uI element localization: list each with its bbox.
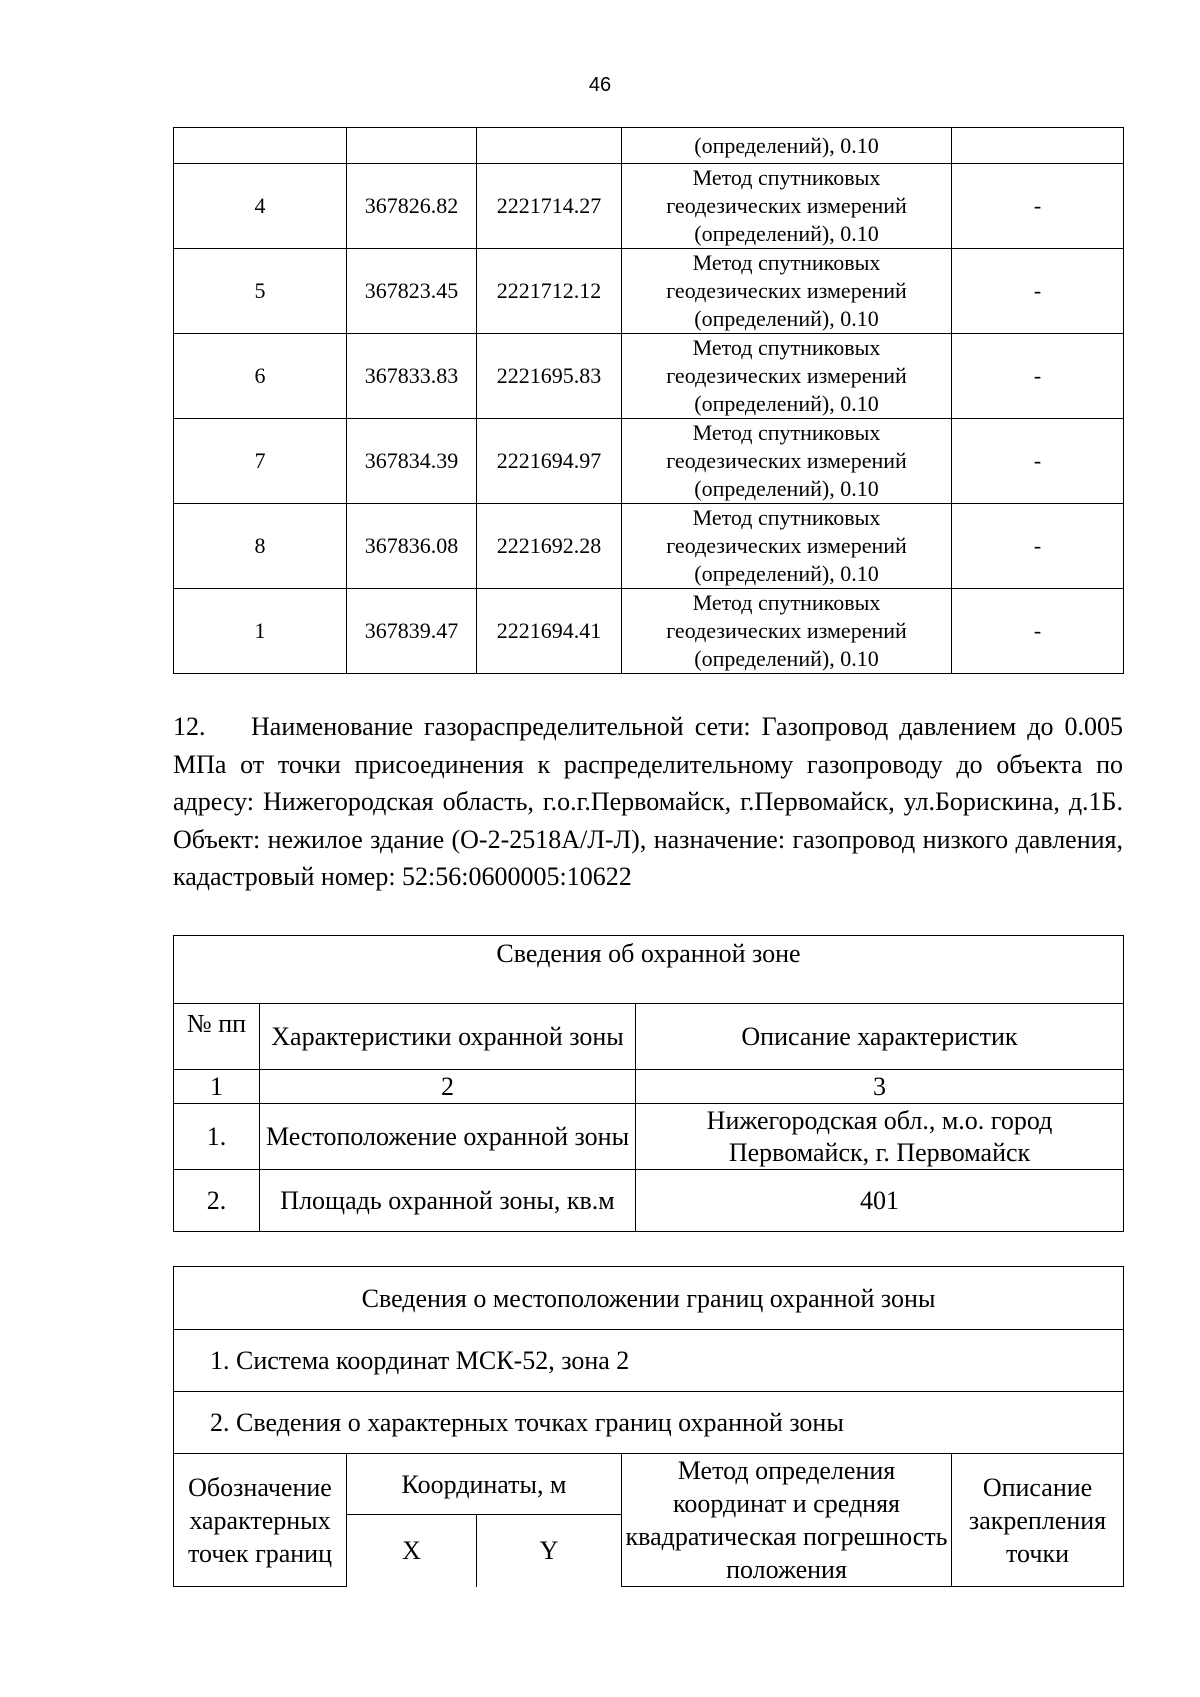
method-line: (определений), 0.10 [694, 221, 879, 246]
method-line: (определений), 0.10 [694, 561, 879, 586]
fixing-cell: - [952, 419, 1124, 504]
row-number: 2. [174, 1170, 260, 1232]
y-cell: 2221692.28 [477, 504, 622, 589]
method-cell [622, 164, 952, 249]
method-line: геодезических измерений [666, 618, 907, 643]
header-characteristics: Характеристики охранной зоны [260, 1004, 636, 1070]
row-value: Нижегородская обл., м.о. город Первомайск, г. Первомайск [636, 1104, 1124, 1170]
coordinates-table [173, 127, 1124, 674]
point-cell: 8 [174, 504, 347, 589]
method-line: Метод спутниковых [692, 590, 881, 615]
y-cell: 2221694.41 [477, 589, 622, 674]
method-line: Метод спутниковых [692, 505, 881, 530]
header-coordinates: Координаты, м [347, 1454, 622, 1515]
y-cell: 2221694.97 [477, 419, 622, 504]
method-line: Метод спутниковых [692, 165, 881, 190]
header-method: Метод определения координат и средняя квадратическая погрешность положения [622, 1454, 952, 1587]
table-row [174, 1104, 1124, 1170]
points-title: 2. Сведения о характерных точках границ охранной зоны [174, 1392, 1124, 1454]
point-cell: 7 [174, 419, 347, 504]
table-row [174, 419, 1124, 504]
method-line: геодезических измерений [666, 448, 907, 473]
fixing-cell: - [952, 589, 1124, 674]
paragraph-number: 12. [173, 712, 206, 741]
table-row [174, 504, 1124, 589]
x-cell: 367834.39 [347, 419, 477, 504]
table-row [174, 164, 1124, 249]
table-row [174, 249, 1124, 334]
method-line: Метод спутниковых [692, 250, 881, 275]
header-x: X [347, 1515, 477, 1587]
index-cell: 2 [260, 1070, 636, 1104]
index-cell: 3 [636, 1070, 1124, 1104]
y-cell: 2221714.27 [477, 164, 622, 249]
row-value: 401 [636, 1170, 1124, 1232]
method-cell [622, 589, 952, 674]
method-line: геодезических измерений [666, 193, 907, 218]
point-cell: 6 [174, 334, 347, 419]
zone-table-title: Сведения об охранной зоне [174, 936, 1124, 1004]
coordinate-system: 1. Система координат МСК-52, зона 2 [174, 1330, 1124, 1392]
point-cell: 1 [174, 589, 347, 674]
method-line: геодезических измерений [666, 278, 907, 303]
method-line: (определений), 0.10 [694, 476, 879, 501]
section-paragraph [173, 708, 1123, 896]
method-cell [622, 334, 952, 419]
method-line: (определений), 0.10 [694, 306, 879, 331]
protection-zone-table [173, 935, 1124, 1232]
x-cell: 367826.82 [347, 164, 477, 249]
x-cell: 367823.45 [347, 249, 477, 334]
fixing-cell: - [952, 164, 1124, 249]
method-cell: (определений), 0.10 [622, 128, 952, 164]
page-number: 46 [588, 74, 612, 96]
header-fixing: Описание закрепления точки [952, 1454, 1124, 1587]
paragraph-text: Наименование газораспределительной сети: Газопровод давлением до 0.005 МПа от точки присоединения к распределительному газопроводу до объекта по адресу: Нижегородская область, г.о.г.Первомайск, г.Первомайск, ул.Борискина, д.1Б. Объект: нежилое здание (О-2-2518А/Л-Л), назначение: газопровод низкого давления, кадастровый номер: 52:56:0600005:10622 [173, 712, 1123, 891]
header-description: Описание характеристик [636, 1004, 1124, 1070]
x-cell: 367833.83 [347, 334, 477, 419]
method-cell [622, 249, 952, 334]
point-cell: 5 [174, 249, 347, 334]
method-line: геодезических измерений [666, 363, 907, 388]
fixing-cell: - [952, 249, 1124, 334]
table-row [174, 1170, 1124, 1232]
method-line: (определений), 0.10 [694, 391, 879, 416]
point-cell: 4 [174, 164, 347, 249]
y-cell: 2221712.12 [477, 249, 622, 334]
fixing-cell: - [952, 504, 1124, 589]
method-line: Метод спутниковых [692, 335, 881, 360]
fixing-cell: - [952, 334, 1124, 419]
table-row [174, 589, 1124, 674]
table-row [174, 128, 1124, 164]
boundary-table [173, 1266, 1124, 1587]
method-line: Метод спутниковых [692, 420, 881, 445]
x-cell: 367839.47 [347, 589, 477, 674]
header-number: № пп [174, 1004, 260, 1070]
header-y: Y [477, 1515, 622, 1587]
table-row [174, 334, 1124, 419]
method-line: (определений), 0.10 [694, 646, 879, 671]
index-cell: 1 [174, 1070, 260, 1104]
row-number: 1. [174, 1104, 260, 1170]
row-name: Площадь охранной зоны, кв.м [260, 1170, 636, 1232]
row-name: Местоположение охранной зоны [260, 1104, 636, 1170]
bounds-table-title: Сведения о местоположении границ охранной зоны [174, 1267, 1124, 1330]
method-cell [622, 419, 952, 504]
x-cell: 367836.08 [347, 504, 477, 589]
header-designation: Обозначение характерных точек границ [174, 1454, 347, 1587]
method-cell [622, 504, 952, 589]
y-cell: 2221695.83 [477, 334, 622, 419]
method-line: геодезических измерений [666, 533, 907, 558]
